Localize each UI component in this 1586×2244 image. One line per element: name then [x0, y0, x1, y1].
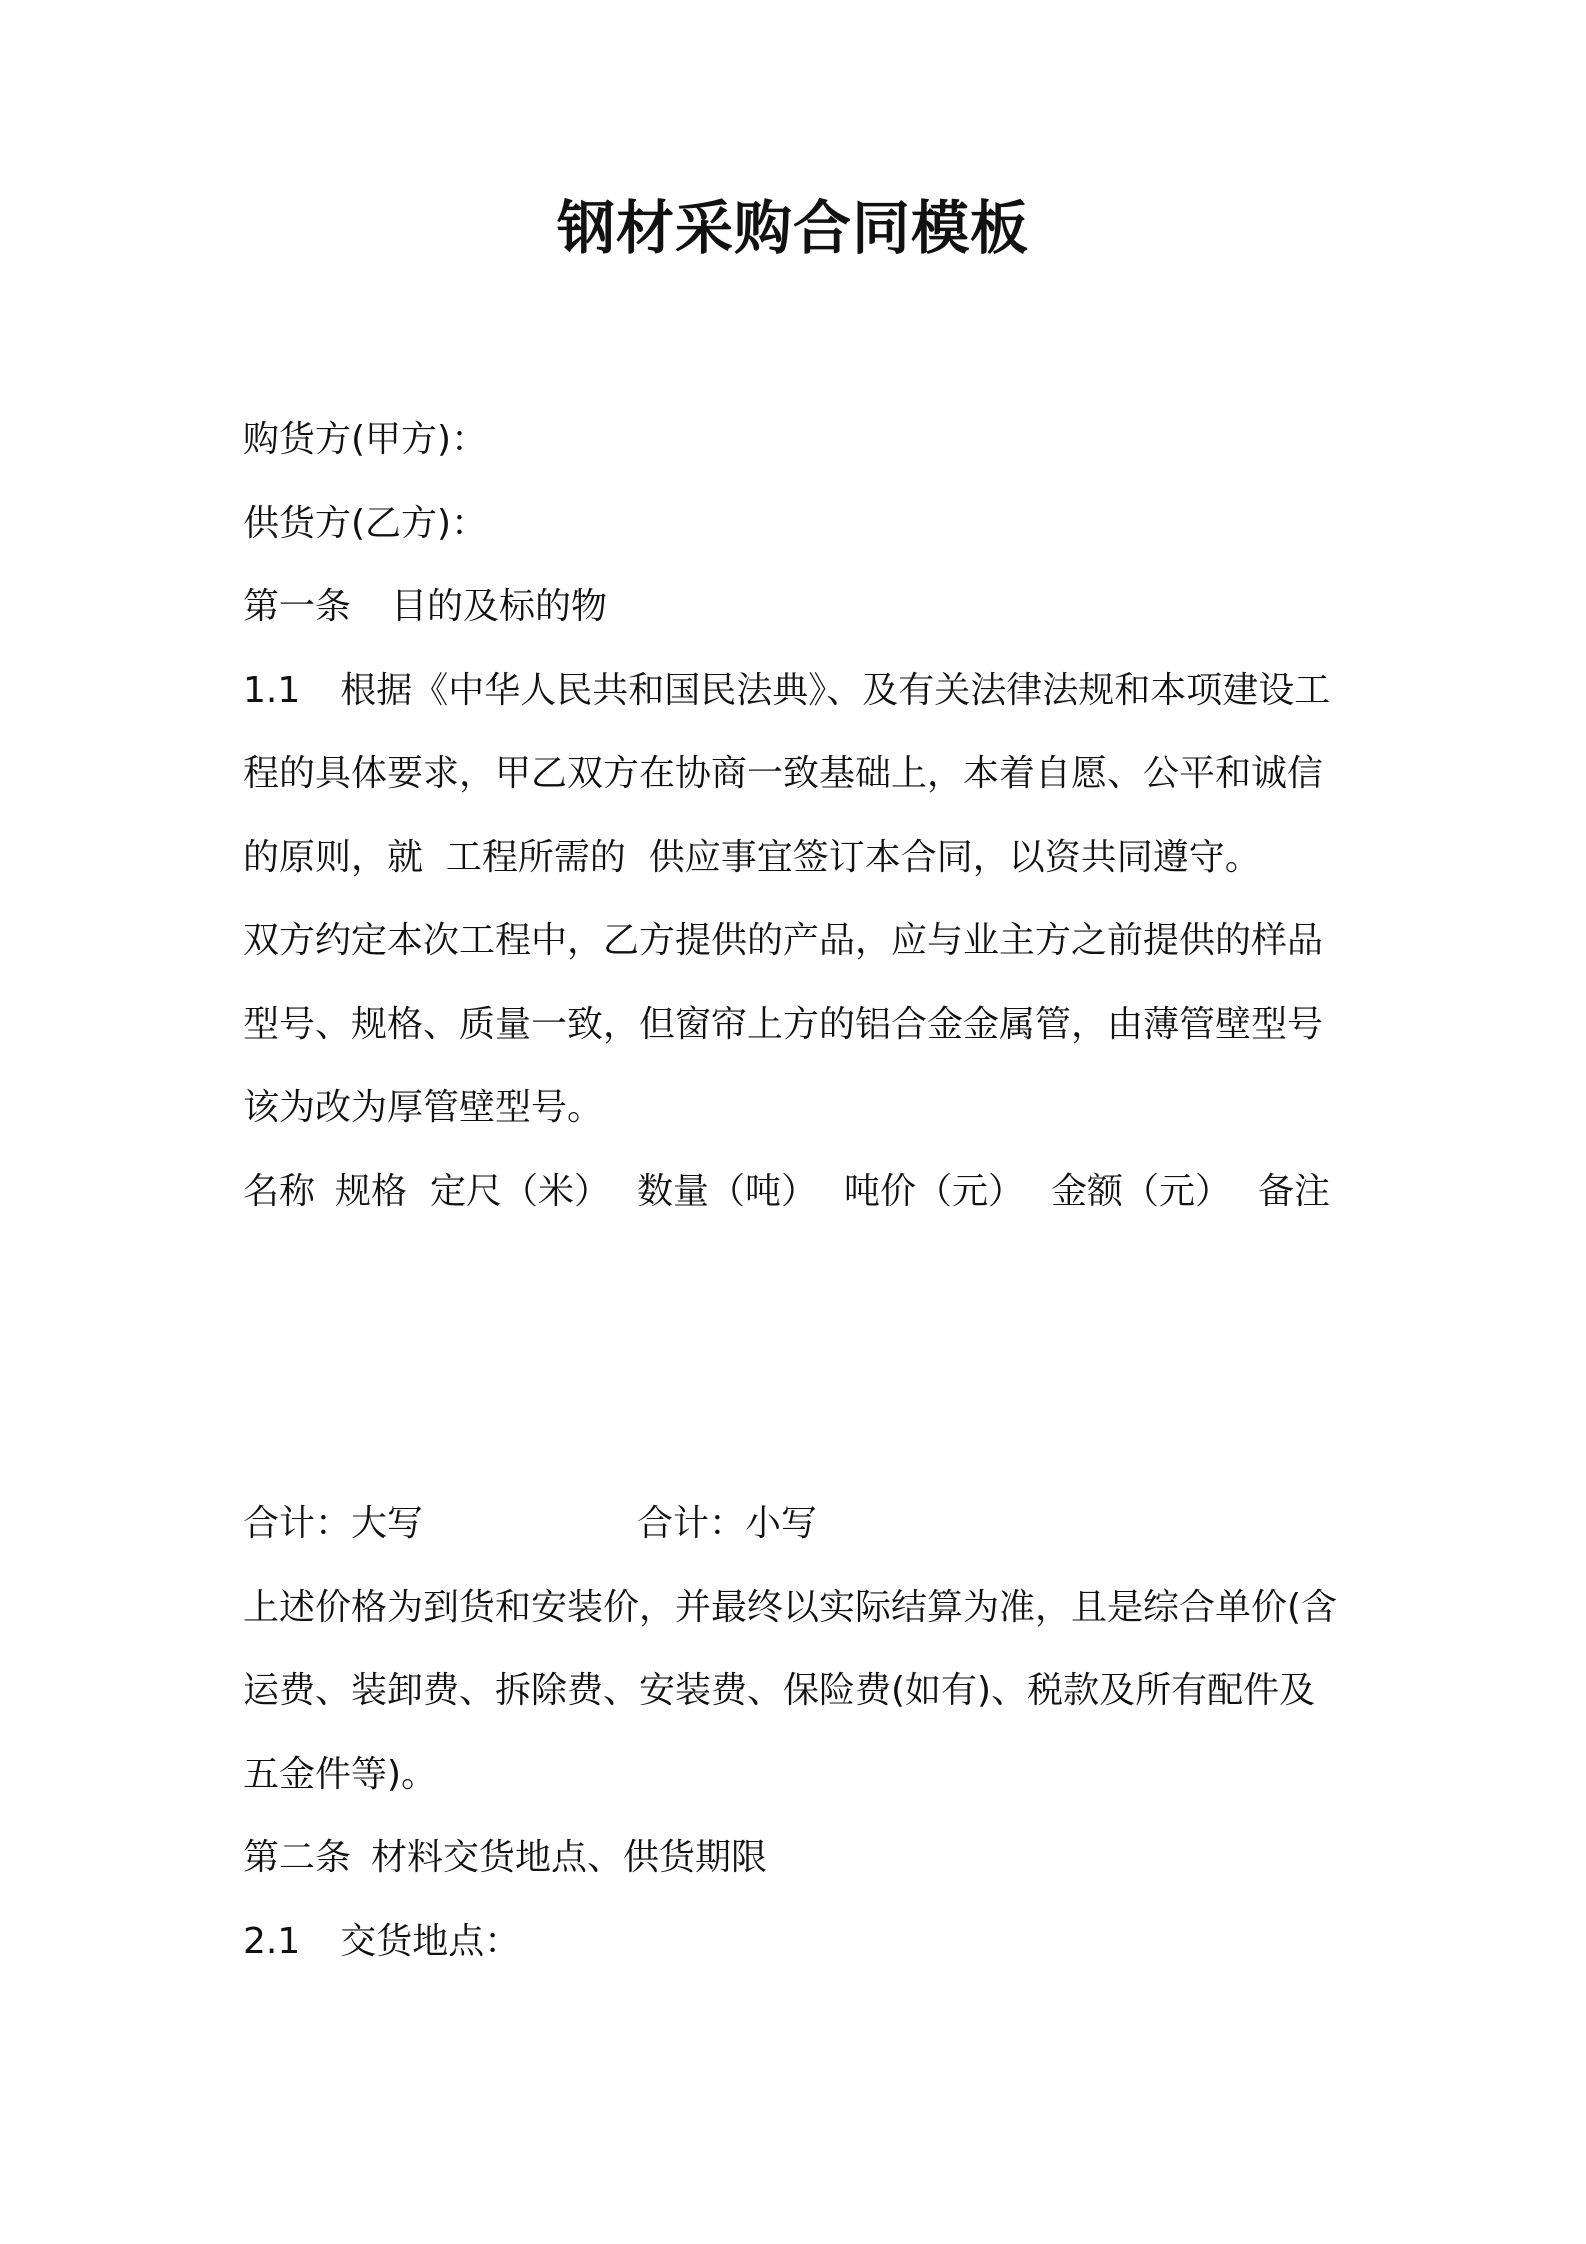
article-1-title: 目的及标的物: [391, 586, 608, 627]
clause-1-1-line-3: 的原则，就 工程所需的 供应事宜签订本合同，以资共同遵守。: [243, 836, 1261, 878]
clause-1-1-line-1: [243, 649, 1358, 733]
price-line-3: 五金件等)。: [243, 1753, 438, 1795]
agreement-line-3: 该为改为厚管壁型号。: [243, 1087, 604, 1128]
price-line-1: 上述价格为到货和安装价，并最终以实际结算为准，且是综合单价(含: [243, 1586, 1338, 1628]
supplier-label: 供货方(乙方)：: [243, 502, 488, 544]
article-1-heading: [243, 565, 1358, 649]
price-line-2: 运费、装卸费、拆除费、安装费、保险费(如有)、税款及所有配件及: [243, 1670, 1316, 1711]
article-2-number: 第二条: [243, 1837, 352, 1878]
agreement-line-2: 型号、规格、质量一致，但窗帘上方的铝合金金属管，由薄管壁型号: [243, 1003, 1324, 1045]
table-header-length: 定尺（米）: [430, 1170, 611, 1212]
table-header-name: 名称: [243, 1170, 316, 1212]
table-header-remark: 备注: [1258, 1170, 1331, 1212]
clause-2-1-number: 2.1: [243, 1920, 301, 1962]
document-title: 钢材采购合同模板: [556, 194, 1029, 262]
goods-table-body: [243, 1233, 1358, 1482]
clause-1-1-text-1: 根据《中华人民共和国民法典》、及有关法律法规和本项建设工: [340, 669, 1331, 711]
article-2-title: 材料交货地点、供货期限: [371, 1837, 768, 1878]
article-1-number: 第一条: [243, 586, 352, 627]
goods-table-header: [243, 1150, 1358, 1234]
agreement-line-1: 双方约定本次工程中，乙方提供的产品，应与业主方之前提供的样品: [243, 920, 1324, 961]
table-header-quantity: 数量（吨）: [637, 1170, 818, 1212]
total-upper-label: 合计：大写: [243, 1503, 424, 1544]
clause-2-1-text: 交货地点：: [340, 1920, 521, 1962]
article-2-heading: [243, 1816, 1358, 1900]
table-header-amount: 金额（元）: [1051, 1170, 1232, 1212]
total-line: [243, 1482, 1358, 1566]
clause-1-1-line-2: 程的具体要求，甲乙双方在协商一致基础上，本着自愿、公平和诚信: [243, 753, 1324, 794]
table-header-unit-price: 吨价（元）: [844, 1170, 1025, 1212]
clause-2-1: [243, 1900, 1358, 1984]
document-body: [243, 398, 1358, 1983]
clause-1-1-number: 1.1: [243, 669, 301, 711]
total-lower-label: 合计：小写: [637, 1503, 818, 1544]
table-header-spec: 规格: [335, 1170, 408, 1212]
buyer-label: 购货方(甲方)：: [243, 419, 488, 460]
